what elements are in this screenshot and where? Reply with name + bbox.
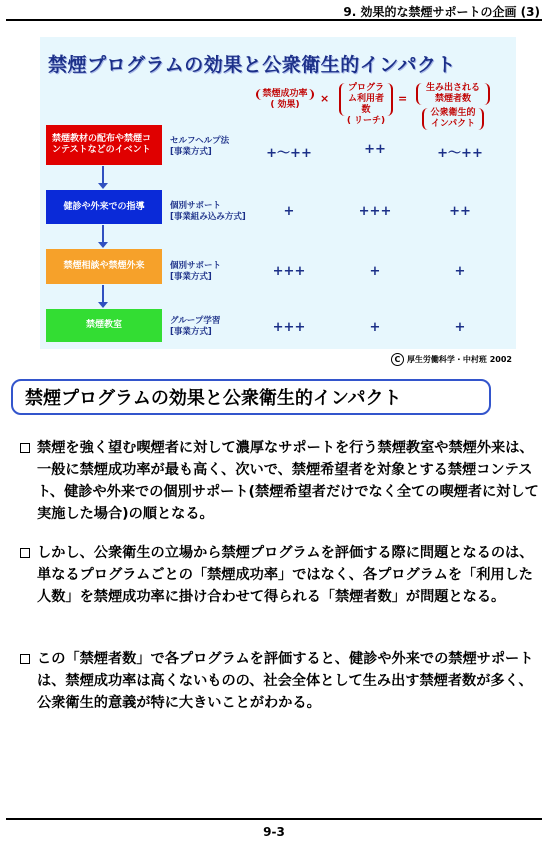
bullet-item (20, 437, 540, 525)
checkbox-square-icon (20, 443, 30, 453)
program-box-events: 禁煙教材の配布や禁煙コンテストなどのイベント (46, 125, 162, 165)
bullet-item (20, 648, 540, 714)
formula-reach (338, 83, 394, 127)
reach-row-4: + (369, 320, 381, 335)
reach-row-2: +++ (358, 204, 392, 219)
flow-arrow (102, 166, 104, 184)
method-type: [事業方式] (170, 272, 212, 282)
impact-row-2: ++ (449, 204, 471, 219)
method-name: グループ学習 (170, 316, 221, 326)
impact-figure (40, 37, 516, 349)
impact-row-1: +〜++ (437, 146, 483, 161)
checkbox-square-icon (20, 654, 30, 664)
reach-row-1: ++ (364, 142, 386, 157)
formula-equals: = (398, 92, 408, 105)
checkbox-square-icon (20, 548, 30, 558)
bullet-item (20, 542, 540, 608)
formula-effect (254, 89, 316, 111)
formula-effect-sub: ( 効果) (270, 100, 300, 110)
effect-row-3: +++ (272, 264, 306, 279)
figure-title: 禁煙プログラムの効果と公衆衛生的インパクト (48, 54, 456, 76)
program-box-consultation: 禁煙相談や禁煙外来 (46, 249, 162, 284)
footer-rule (6, 818, 542, 820)
method-name: 個別サポート (170, 261, 222, 271)
method-name: 個別サポート (170, 201, 222, 211)
method-row-2 (170, 201, 246, 223)
program-box-class: 禁煙教室 (46, 309, 162, 342)
page-number: 9-3 (263, 825, 285, 839)
method-type: [事業方式] (170, 327, 212, 337)
impact-row-3: + (454, 264, 466, 279)
effect-row-4: +++ (272, 320, 306, 335)
method-row-1 (170, 136, 229, 158)
bullet-text: この「禁煙者数」で各プログラムを評価すると、健診や外来での禁煙サポートは、禁煙成功率は高くないものの、社会全体として生み出す禁煙者数が多く、公衆衛生的意義が特に大きいことがわかる。 (37, 651, 534, 711)
formula-impact-sub: 公衆衛生的インパクト (422, 108, 484, 130)
page-header (0, 0, 548, 20)
formula-reach-sub: ( リーチ) (346, 116, 386, 126)
copyright-icon: C (391, 353, 404, 366)
bullet-text: しかし、公衆衛生の立場から禁煙プログラムを評価する際に問題となるのは、単なるプログラムごとの「禁煙成功率」ではなく、各プログラムを「利用した人数」を禁煙成功率に掛け合わせて得られる「禁煙者数」が問題となる。 (37, 545, 534, 605)
section-title: 禁煙プログラムの効果と公衆衛生的インパクト (11, 379, 491, 415)
formula-multiply: × (320, 92, 330, 105)
formula-impact (412, 83, 494, 130)
reach-row-3: + (369, 264, 381, 279)
formula-reach-term: プログラム利用者数 (339, 83, 393, 116)
credit-text: 厚生労働科学・中村班 2002 (406, 355, 512, 364)
effect-row-1: +〜++ (266, 146, 312, 161)
effect-row-2: + (283, 204, 295, 219)
flow-arrow (102, 225, 104, 243)
flow-arrow (102, 285, 104, 303)
method-row-4 (170, 316, 220, 338)
method-name: セルフヘルプ法 (170, 136, 230, 146)
method-row-3 (170, 261, 221, 283)
formula-effect-term: 禁煙成功率 (256, 89, 313, 100)
impact-row-4: + (454, 320, 466, 335)
program-box-checkup: 健診や外来での指導 (46, 190, 162, 224)
formula-impact-term: 生み出される禁煙者数 (416, 83, 490, 105)
figure-credit (391, 353, 512, 366)
method-type: [事業方式] (170, 147, 212, 157)
header-rule (6, 19, 542, 21)
bullet-text: 禁煙を強く望む喫煙者に対して濃厚なサポートを行う禁煙教室や禁煙外来は、一般に禁煙成功率が最も高く、次いで、禁煙希望者を対象とする禁煙コンテスト、健診や外来での個別サポート(禁煙希望者だけでなく全ての喫煙者に対して実施した場合)の順となる。 (37, 440, 539, 522)
header-title: 9. 効果的な禁煙サポートの企画 (3) (343, 5, 540, 19)
method-type: [事業組み込み方式] (170, 212, 246, 222)
